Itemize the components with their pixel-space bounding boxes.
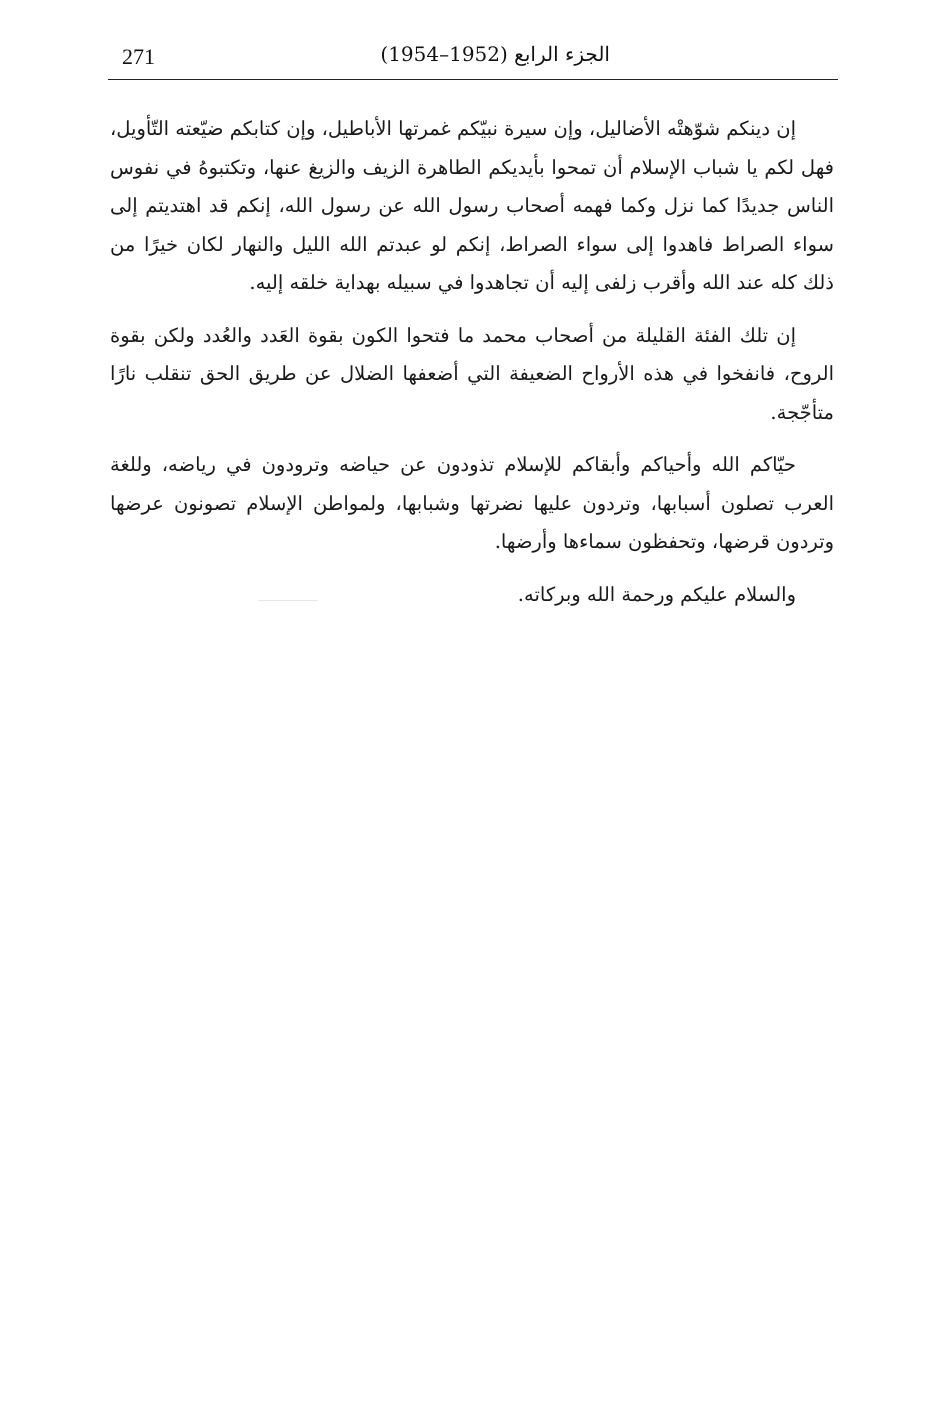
page-header — [108, 38, 838, 78]
body-text — [110, 110, 834, 628]
closing-line: والسلام عليكم ورحمة الله وبركاته. — [517, 582, 796, 606]
paragraph-2: إن تلك الفئة القليلة من أصحاب محمد ما فتحوا الكون بقوة العَدد والعُدد ولكن بقوة الروح، فانفخوا في هذه الأرواح الضعيفة التي أضعفها الضلال عن طريق الحق تنقلب نارًا متأجّجة. — [110, 323, 834, 424]
paragraph-3: حيّاكم الله وأحياكم وأبقاكم للإسلام تذودون عن حياضه وترودون في رياضه، وللغة العرب تصلون أسبابها، وتردون عليها نضرتها وشبابها، ولمواطن الإسلام تصونون عرضها وتردون قرضها، وتحفظون سماءها وأرضها. — [110, 453, 834, 553]
running-head: الجزء الرابع (1952–1954) — [380, 42, 610, 66]
paragraph-1: إن دينكم شوّهتْه الأضاليل، وإن سيرة نبيّكم غمرتها الأباطيل، وإن كتابكم ضيّعته التّأويل، فهل لكم يا شباب الإسلام أن تمحوا بأيديكم الطاهرة الزيف والزيغ عنها، وتكتبوهُ في نفوس الناس جديدًا كما نزل وكما فهمه أصحاب رسول الله عن رسول الله، إنكم قد اهتديتم إلى سواء الصراط فاهدوا إلى سواء الصراط، إنكم لو عبدتم الله الليل والنهار لكان خيرًا من ذلك كله عند الله وأقرب زلفى إليه أن تجاهدوا في سبيله بهداية خلقه إليه. — [110, 117, 834, 294]
page-number: 271 — [122, 44, 155, 69]
header-rule — [108, 79, 838, 80]
scan-mark — [258, 600, 318, 601]
